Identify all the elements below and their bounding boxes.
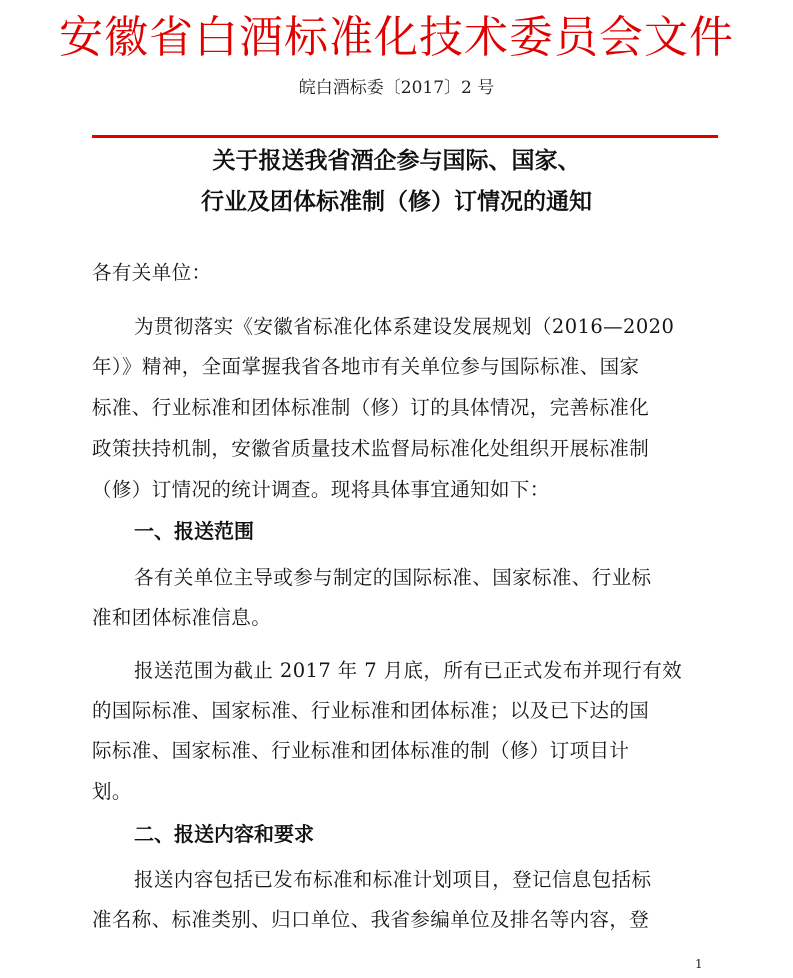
paragraph-line: 准名称、标准类别、归口单位、我省参编单位及排名等内容，登	[92, 908, 650, 931]
document-number: 皖白酒标委〔2017〕2 号	[298, 78, 495, 98]
notice-title-line-1: 关于报送我省酒企参与国际、国家、	[212, 148, 581, 174]
intro-line: 为贯彻落实《安徽省标准化体系建设发展规划（2016—2020	[134, 315, 675, 338]
paragraph-line: 各有关单位主导或参与制定的国际标准、国家标准、行业标	[134, 566, 652, 589]
paragraph-line: 际标准、国家标准、行业标准和团体标准的制（修）订项目计	[92, 739, 630, 762]
section-heading-scope: 一、报送范围	[134, 519, 254, 543]
paragraph-line: 划。	[92, 780, 132, 803]
paragraph-line: 报送范围为截止 2017 年 7 月底，所有已正式发布并现行有效	[134, 659, 683, 682]
intro-line: 标准、行业标准和团体标准制（修）订的具体情况，完善标准化	[92, 396, 650, 419]
intro-line: 年）》精神，全面掌握我省各地市有关单位参与国际标准、国家	[92, 355, 640, 378]
paragraph-line: 准和团体标准信息。	[92, 606, 272, 629]
page-number: 1	[695, 957, 703, 971]
paragraph-line: 的国际标准、国家标准、行业标准和团体标准；以及已下达的国	[92, 699, 650, 722]
intro-line: （修）订情况的统计调查。现将具体事宜通知如下：	[92, 478, 550, 501]
intro-line: 政策扶持机制，安徽省质量技术监督局标准化处组织开展标准制	[92, 437, 650, 460]
salutation: 各有关单位：	[92, 261, 212, 284]
paragraph-line: 报送内容包括已发布标准和标准计划项目，登记信息包括标	[134, 868, 652, 891]
issuer-header-title: 安徽省白酒标准化技术委员会文件	[59, 12, 734, 63]
red-divider-line	[92, 135, 718, 138]
notice-title-line-2: 行业及团体标准制（修）订情况的通知	[201, 189, 592, 215]
section-heading-content: 二、报送内容和要求	[134, 822, 314, 846]
